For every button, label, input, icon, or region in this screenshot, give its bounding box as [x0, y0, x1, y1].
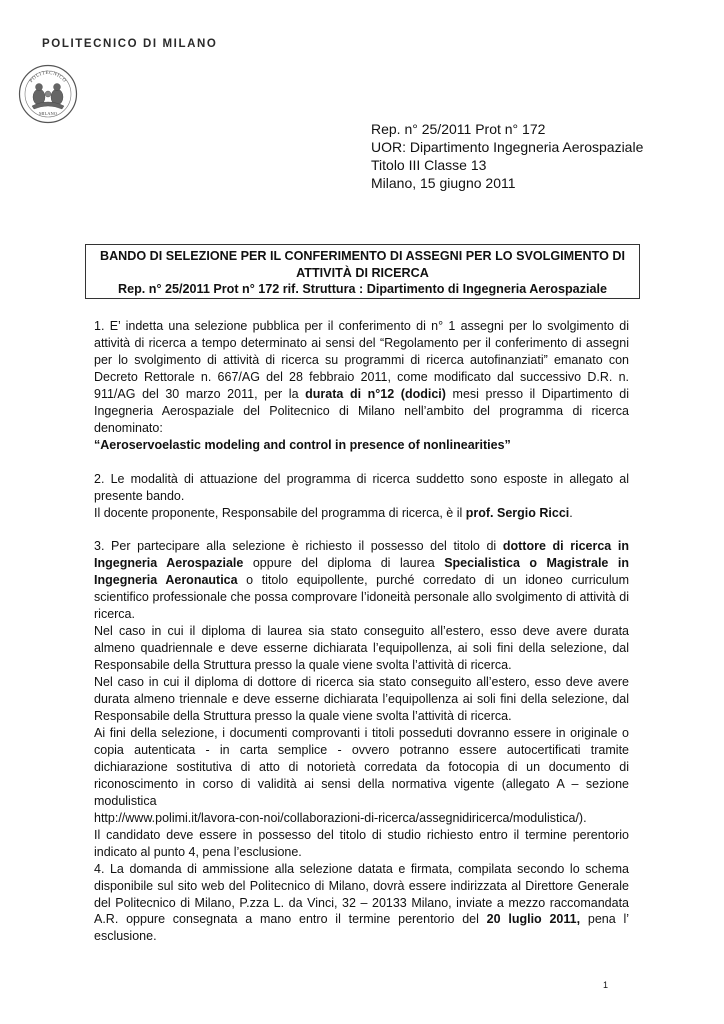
program-title: [94, 437, 629, 454]
uor: UOR: Dipartimento Ingegneria Aerospaziale: [371, 139, 644, 155]
section-3: [94, 538, 629, 623]
program-title-text: “Aeroservoelastic modeling and control in presence of nonlinearities”: [94, 437, 511, 452]
required-degree: Specialistica o Magistrale in Ingegneria Aeronautica: [94, 556, 629, 588]
reference-block: [371, 120, 643, 192]
foreign-diploma-rule: Nel caso in cui il diploma di laurea sia stato conseguito all’estero, esso deve avere durata almeno quadriennale e deve esserne dichiarata l’equipollenza, ai soli fini della selezione, dal Responsabile della Struttura presso la quale viene svolta l’attività di ricerca.: [94, 624, 629, 673]
section-2: 2. Le modalità di attuazione del programma di ricerca suddetto sono esposte in allegato al presente bando.: [94, 471, 629, 503]
application-deadline: 20 luglio 2011,: [486, 912, 581, 927]
svg-text:POLITECNICO: [29, 71, 67, 84]
section-1-text-b: mesi presso il Dipartimento di Ingegneria Aerospaziale del Politecnico di Milano nell’ambito del programma di ricerca denominato:: [94, 386, 630, 435]
title-deadline-rule: Il candidato deve essere in possesso del titolo di studio richiesto entro il termine perentorio indicato al punto 4, pena l’esclusione.: [94, 827, 629, 859]
seal-bottom-text: MILANO: [39, 111, 57, 116]
foreign-doctorate-rule: Nel caso in cui il diploma di dottore di ricerca sia stato conseguito all’estero, esso deve avere durata almeno triennale e deve esserne dichiarata l’equipollenza ai soli fini della selezione, dal Responsabile della Struttura presso la quale viene svolta l’attività di ricerca.: [94, 675, 629, 724]
page-number: 1: [603, 980, 609, 990]
section-1: [94, 318, 629, 437]
title-box: [85, 244, 640, 299]
section-3-text-c: o titolo equipollente, purché corredato di un idoneo curriculum scientifico professionale che possa comprovare l’idoneità personale allo svolgimento di attività di ricerca.: [94, 573, 629, 622]
section-4: [94, 861, 629, 946]
modulistica-url: http://www.polimi.it/lavora-con-noi/collaborazioni-di-ricerca/assegnidiricerca/modulistica/).: [94, 810, 587, 825]
university-seal-logo: [18, 64, 78, 124]
docente-intro: Il docente proponente, Responsabile del programma di ricerca, è il: [94, 505, 466, 520]
seal-top-text: POLITECNICO: [29, 70, 67, 84]
section-4-text-a: 4. La domanda di ammissione alla selezione datata e firmata, compilata secondo lo schema disponibile sul sito web del Politecnico di Milano, dovrà essere indirizzata al Direttore Generale del Politecnico di Milano, P.zza L. da Vinci, 32 – 20133 Milano, inviate a mezzo raccomandata A.R. oppure consegnata a mano entro il termine perentorio del: [94, 861, 629, 927]
section-3-text-a: 3. Per partecipare alla selezione è richiesto il possesso del titolo di: [94, 539, 503, 554]
institution-name: POLITECNICO DI MILANO: [42, 38, 218, 50]
section-3-text-b: oppure del diploma di laurea: [243, 556, 445, 571]
section-1-text-a: 1. E’ indetta una selezione pubblica per il conferimento di n° 1 assegni per lo svolgimento di attività di ricerca a tempo determinato ai sensi del “Regolamento per il conferimento di assegni per lo svolgimento di attività di ricerca su programmi di ricerca autofinanziati” emanato con Decreto Rettorale n. 667/AG del 28 febbraio 2011, come modificato dal successivo D.R. n. 911/AG del 30 marzo 2011, per la: [94, 319, 629, 401]
section-2-docente: [94, 505, 629, 522]
title-reference-line: Rep. n° 25/2011 Prot n° 172 rif. Struttura : Dipartimento di Ingegneria Aerospaziale: [118, 282, 607, 296]
docente-period: .: [569, 505, 573, 520]
section-4-text-b: pena l’ esclusione.: [94, 912, 630, 944]
docente-name: prof. Sergio Ricci: [465, 505, 570, 520]
document-date: Milano, 15 giugno 2011: [371, 175, 516, 191]
titolo-classe: Titolo III Classe 13: [371, 157, 487, 173]
documents-rule: Ai fini della selezione, i documenti comprovanti i titoli posseduti dovranno essere in originale o copia autenticata - in carta semplice - ovvero potranno essere autocertificati tramite dichiarazione sostitutiva di atto di notorietà corredata da fotocopia di un documento di riconoscimento in corso di validità ai sensi della normativa vigente (allegato A – sezione modulistica: [94, 725, 629, 808]
contract-duration: durata di n°12 (dodici): [305, 386, 446, 401]
document-body: [94, 318, 629, 945]
title-line: BANDO DI SELEZIONE PER IL CONFERIMENTO DI ASSEGNI PER LO SVOLGIMENTO DI ATTIVITÀ DI RICERCA: [99, 249, 626, 280]
rep-number: Rep. n° 25/2011 Prot n° 172: [371, 121, 546, 137]
required-doctorate: dottore di ricerca in Ingegneria Aerospaziale: [94, 539, 629, 571]
